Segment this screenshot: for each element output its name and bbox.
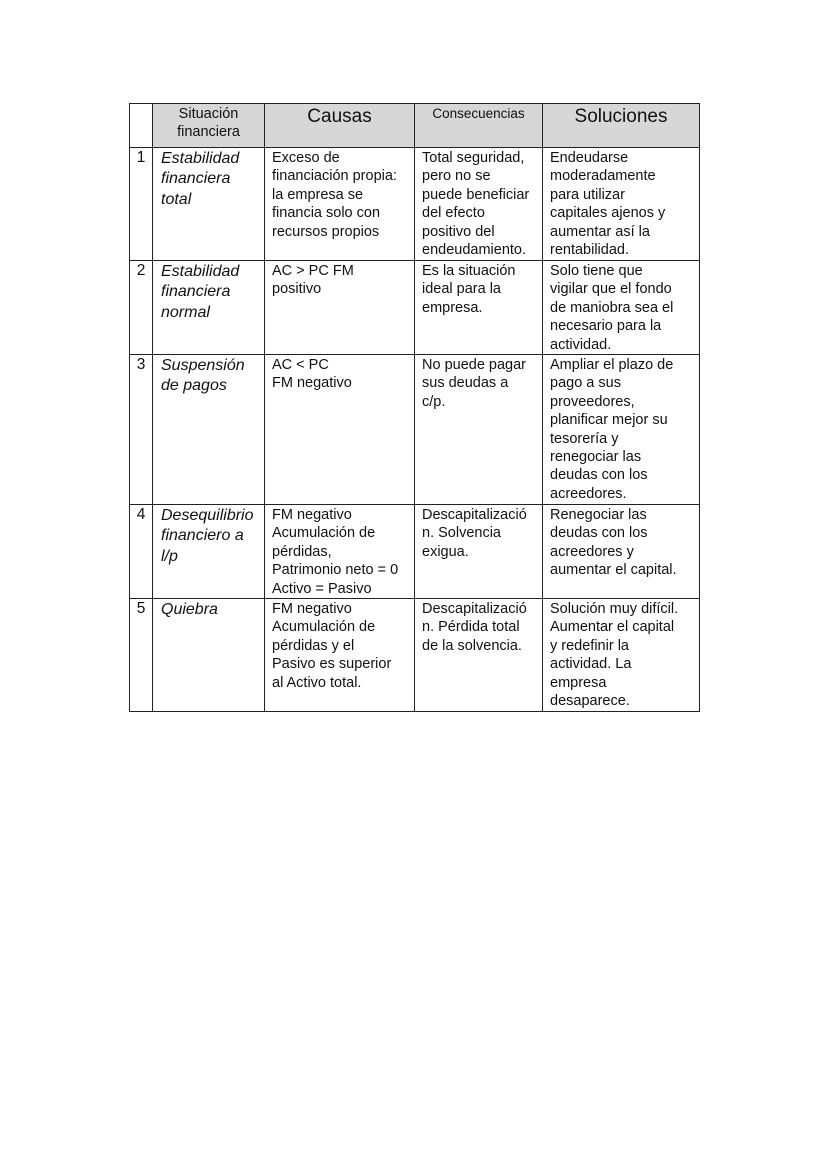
- row-consecuencias: Descapitalizació n. Solvencia exigua.: [415, 505, 543, 599]
- row-causas: Exceso de financiación propia: la empresa se financia solo con recursos propios: [265, 148, 415, 261]
- row-soluciones: Renegociar las deudas con los acreedores y aumentar el capital.: [543, 505, 700, 599]
- header-causas-label: Causas: [307, 106, 372, 127]
- row-situacion: Suspensión de pagos: [153, 355, 265, 505]
- row-soluciones: Ampliar el plazo de pago a sus proveedores, planificar mejor su tesorería y renegociar las deudas con los acreedores.: [543, 355, 700, 505]
- row-situacion: Estabilidad financiera total: [153, 148, 265, 261]
- row-situacion: Desequilibrio financiero a l/p: [153, 505, 265, 599]
- row-number: 1: [130, 148, 153, 261]
- header-soluciones: [543, 104, 700, 148]
- row-causas: FM negativo Acumulación de pérdidas, Patrimonio neto = 0 Activo = Pasivo: [265, 505, 415, 599]
- row-number: 4: [130, 505, 153, 599]
- row-soluciones: Solución muy difícil. Aumentar el capital y redefinir la actividad. La empresa desaparece.: [543, 599, 700, 711]
- row-number: 3: [130, 355, 153, 505]
- row-causas: AC > PC FM positivo: [265, 261, 415, 355]
- row-number: 5: [130, 599, 153, 711]
- row-consecuencias: No puede pagar sus deudas a c/p.: [415, 355, 543, 505]
- table-row: [130, 599, 700, 711]
- financial-situation-table: [129, 103, 700, 712]
- row-situacion: Estabilidad financiera normal: [153, 261, 265, 355]
- table-row: [130, 505, 700, 599]
- table-header-row: [130, 104, 700, 148]
- header-situacion-financiera: [153, 104, 265, 148]
- row-consecuencias: Es la situación ideal para la empresa.: [415, 261, 543, 355]
- row-consecuencias: Total seguridad, pero no se puede beneficiar del efecto positivo del endeudamiento.: [415, 148, 543, 261]
- header-consecuencias: [415, 104, 543, 148]
- header-soluciones-label: Soluciones: [574, 106, 668, 127]
- row-number: 2: [130, 261, 153, 355]
- row-causas: FM negativo Acumulación de pérdidas y el Pasivo es superior al Activo total.: [265, 599, 415, 711]
- header-number: [130, 104, 153, 148]
- row-soluciones: Solo tiene que vigilar que el fondo de maniobra sea el necesario para la actividad.: [543, 261, 700, 355]
- table-row: [130, 261, 700, 355]
- table-row: [130, 148, 700, 261]
- header-causas: [265, 104, 415, 148]
- header-situacion-label: Situación financiera: [177, 106, 240, 140]
- row-causas: AC < PC FM negativo: [265, 355, 415, 505]
- row-consecuencias: Descapitalizació n. Pérdida total de la solvencia.: [415, 599, 543, 711]
- row-soluciones: Endeudarse moderadamente para utilizar capitales ajenos y aumentar así la rentabilidad.: [543, 148, 700, 261]
- header-consecuencias-label: Consecuencias: [432, 106, 525, 121]
- table-row: [130, 355, 700, 505]
- row-situacion: Quiebra: [153, 599, 265, 711]
